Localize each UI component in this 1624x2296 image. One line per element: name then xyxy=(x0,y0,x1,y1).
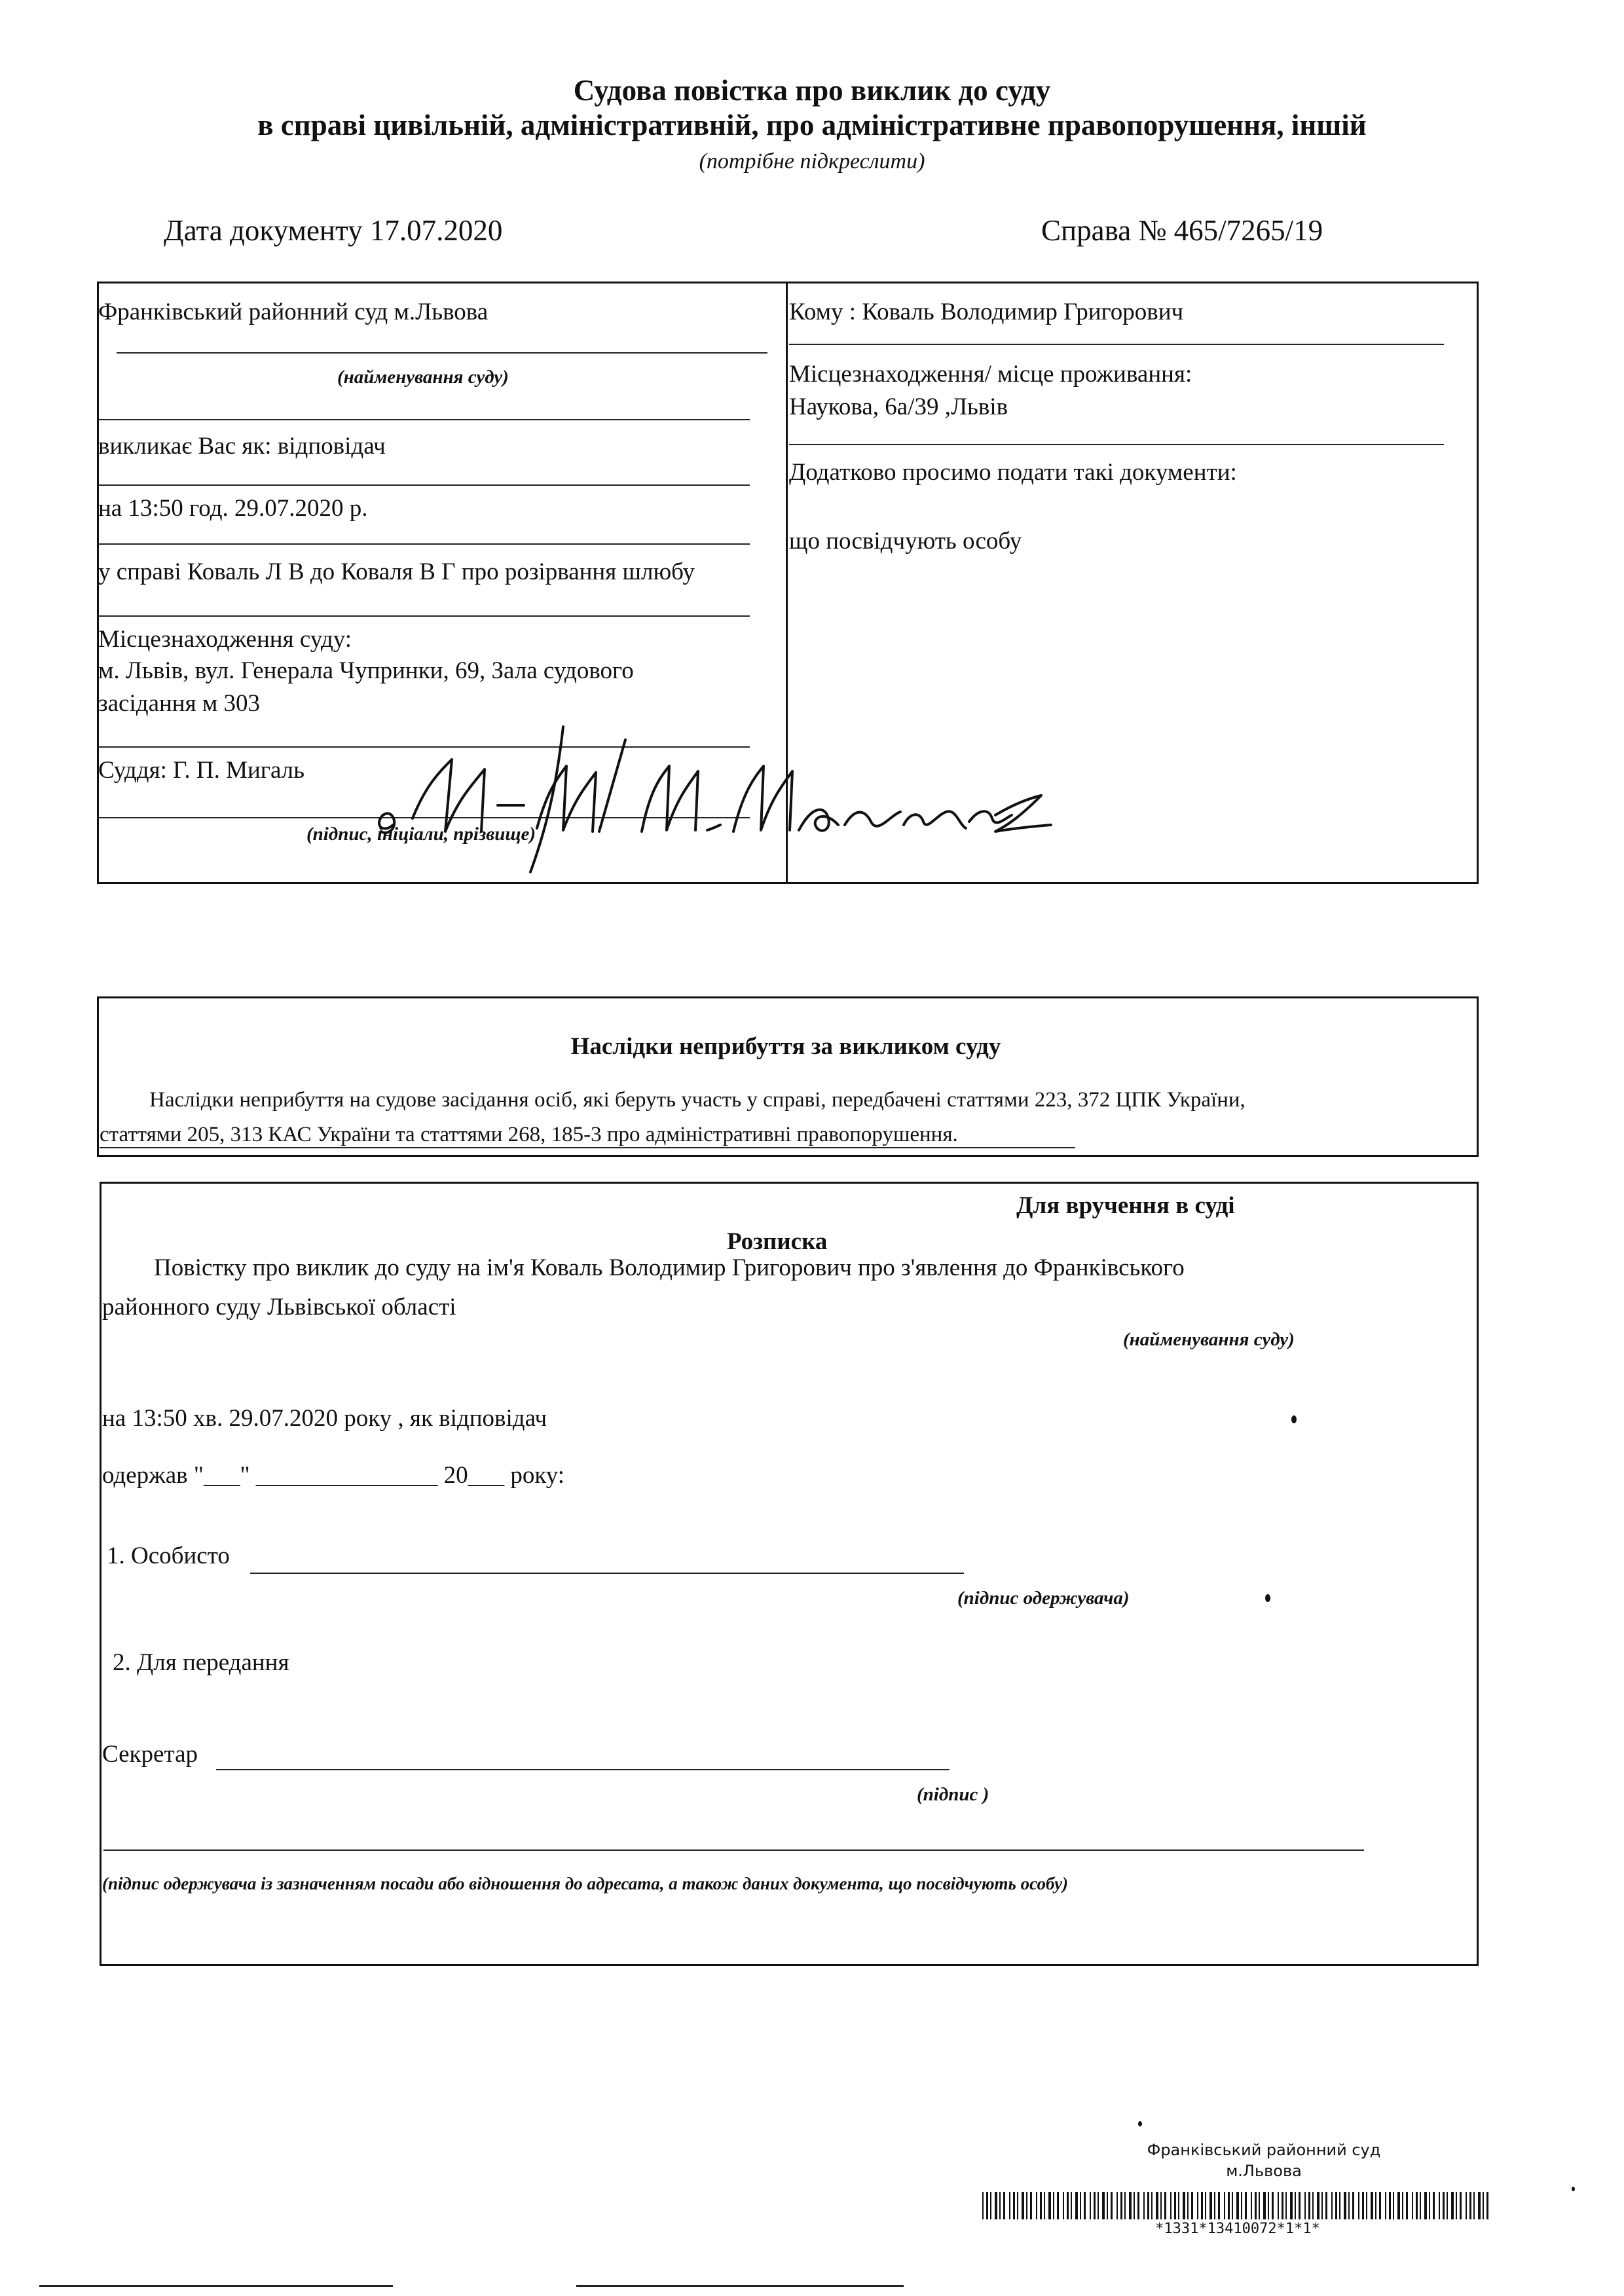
barcode-bar xyxy=(1469,2192,1471,2219)
barcode-bar xyxy=(1218,2192,1220,2219)
barcode-bar xyxy=(1295,2192,1296,2219)
barcode-bar xyxy=(1339,2192,1340,2219)
barcode-bar xyxy=(1164,2192,1166,2219)
barcode-bar xyxy=(1098,2192,1099,2219)
consequences-text-line1: Наслідки неприбуття на судове засідання осіб, які беруть участь у справі, передбачені статтями 223, 372 ЦПК України, xyxy=(149,1088,1246,1112)
barcode-bar xyxy=(1321,2192,1323,2219)
barcode-bar xyxy=(1352,2192,1354,2219)
barcode-bar xyxy=(1124,2192,1126,2219)
summoned-as: викликає Вас як: відповідач xyxy=(98,433,386,460)
barcode-bar xyxy=(1325,2192,1327,2219)
barcode-bar xyxy=(1241,2192,1242,2219)
separator xyxy=(789,444,1444,445)
separator xyxy=(98,615,750,617)
court-name-caption: (найменування суду) xyxy=(337,367,509,388)
barcode-bar xyxy=(1282,2192,1283,2219)
barcode-bar xyxy=(1111,2192,1113,2219)
barcode-bar xyxy=(1416,2192,1418,2219)
barcode-bar xyxy=(1451,2192,1454,2219)
scan-mark xyxy=(1291,1415,1297,1423)
receipt-hearing-time: на 13:50 хв. 29.07.2020 року , як відповідач xyxy=(102,1405,547,1432)
barcode-bar xyxy=(1232,2192,1233,2219)
barcode-number: *1331*13410072*1*1* xyxy=(1155,2221,1320,2237)
transfer-label: 2. Для передання xyxy=(113,1649,289,1676)
barcode-bar xyxy=(1187,2192,1189,2219)
for-court-label: Для вручення в суді xyxy=(1016,1192,1235,1219)
barcode-bar xyxy=(982,2192,984,2219)
barcode-bar xyxy=(1331,2192,1333,2219)
separator xyxy=(98,543,750,545)
barcode-bar xyxy=(1147,2192,1149,2219)
barcode-bar xyxy=(1420,2192,1421,2219)
barcode-bar xyxy=(1048,2192,1051,2219)
barcode-bar xyxy=(1366,2192,1367,2219)
barcode-bar xyxy=(1317,2192,1320,2219)
court-location-label: Місцезнаходження суду: xyxy=(98,626,352,653)
barcode-bar xyxy=(1003,2192,1005,2219)
barcode-bar xyxy=(1160,2192,1162,2219)
secretary-signature-line xyxy=(216,1769,950,1770)
extra-documents-value: що посвідчують особу xyxy=(789,528,1022,555)
footer-court-city: м.Львова xyxy=(1226,2162,1302,2180)
recipient-signature-line xyxy=(103,1850,1364,1851)
separator xyxy=(789,344,1444,345)
barcode-bar xyxy=(1013,2192,1015,2219)
barcode-bar xyxy=(1228,2192,1230,2219)
personal-signature-line xyxy=(250,1573,964,1574)
scan-mark xyxy=(1265,1594,1270,1602)
barcode-bar xyxy=(1439,2192,1440,2219)
barcode-bar xyxy=(1197,2192,1198,2219)
barcode-bar xyxy=(1308,2192,1310,2219)
barcode-bar xyxy=(995,2192,997,2219)
scan-mark xyxy=(1138,2121,1142,2126)
barcode-bar xyxy=(1385,2192,1386,2219)
barcode-bar xyxy=(1063,2192,1064,2219)
barcode-bar xyxy=(1134,2192,1135,2219)
barcode-bar xyxy=(1393,2192,1394,2219)
barcode-bar xyxy=(1156,2192,1158,2219)
barcode-bar xyxy=(1379,2192,1381,2219)
barcode-bar xyxy=(1116,2192,1118,2219)
handwritten-signature xyxy=(367,701,1054,877)
barcode-bar xyxy=(1299,2192,1301,2219)
judge-caption: (підпис, ініціали, прізвище) xyxy=(306,824,536,845)
barcode-bar xyxy=(1191,2192,1193,2219)
separator xyxy=(98,419,750,420)
judge-name: Суддя: Г. П. Мигаль xyxy=(98,757,305,784)
barcode-bar xyxy=(1080,2192,1081,2219)
barcode-bar xyxy=(1362,2192,1364,2219)
barcode-bar xyxy=(1057,2192,1059,2219)
underline-note: (потрібне підкреслити) xyxy=(699,149,925,173)
barcode-bar xyxy=(1285,2192,1287,2219)
received-date-line: одержав "___" _______________ 20___ року: xyxy=(102,1462,565,1489)
barcode-bar xyxy=(1075,2192,1078,2219)
barcode-bar xyxy=(986,2192,988,2219)
barcode-bar xyxy=(1447,2192,1448,2219)
barcode-bar xyxy=(1209,2192,1212,2219)
barcode-bar xyxy=(1268,2192,1269,2219)
document-date: Дата документу 17.07.2020 xyxy=(164,214,503,247)
receipt-title: Розписка xyxy=(727,1228,828,1255)
court-location-room: засідання м 303 xyxy=(98,690,261,717)
barcode-bar xyxy=(999,2192,1001,2219)
scan-edge xyxy=(39,2285,393,2287)
personal-signature-caption: (підпис одержувача) xyxy=(957,1588,1130,1609)
barcode-bar xyxy=(1151,2192,1153,2219)
barcode-bar xyxy=(1044,2192,1045,2219)
case-description: у справі Коваль Л В до Коваля В Г про розірвання шлюбу xyxy=(98,558,695,585)
scan-mark xyxy=(1572,2187,1575,2191)
barcode-bar xyxy=(1183,2192,1185,2219)
footer-court-name: Франківський районний суд xyxy=(1147,2141,1381,2159)
receipt-court-caption: (найменування суду) xyxy=(1123,1329,1295,1350)
barcode-bar xyxy=(990,2192,991,2219)
barcode-bar xyxy=(1483,2192,1484,2219)
residence-label: Місцезнаходження/ місце проживання: xyxy=(789,361,1192,388)
secretary-signature-caption: (підпис ) xyxy=(917,1784,989,1805)
barcode-bar xyxy=(1017,2192,1018,2219)
barcode-bar xyxy=(1304,2192,1306,2219)
court-name-underline xyxy=(117,352,767,354)
barcode-bar xyxy=(1473,2192,1475,2219)
barcode-bar xyxy=(1272,2192,1274,2219)
barcode-bar xyxy=(1090,2192,1091,2219)
barcode-bar xyxy=(1009,2192,1010,2219)
barcode-bar xyxy=(1344,2192,1346,2219)
barcode-bar xyxy=(1178,2192,1179,2219)
barcode-bar xyxy=(1478,2192,1481,2219)
barcode-bar xyxy=(1402,2192,1403,2219)
barcode-bar xyxy=(1107,2192,1108,2219)
barcode-bar xyxy=(1371,2192,1373,2219)
barcode-bar xyxy=(1348,2192,1350,2219)
barcode-bar xyxy=(1174,2192,1176,2219)
barcode-bar xyxy=(1129,2192,1132,2219)
consequences-underline xyxy=(100,1147,1075,1148)
barcode-bar xyxy=(1397,2192,1400,2219)
scan-edge xyxy=(576,2285,904,2287)
barcode-bar xyxy=(1251,2192,1252,2219)
barcode-bar xyxy=(1312,2192,1314,2219)
barcode-bar xyxy=(1071,2192,1072,2219)
barcode-bar xyxy=(1205,2192,1206,2219)
barcode-bar xyxy=(1460,2192,1462,2219)
barcode-bar xyxy=(1120,2192,1122,2219)
barcode-bar xyxy=(1375,2192,1376,2219)
barcode-bar xyxy=(1053,2192,1054,2219)
barcode-bar xyxy=(1214,2192,1215,2219)
receipt-text-line2: районного суду Львівської області xyxy=(102,1294,456,1321)
secretary-label: Секретар xyxy=(102,1741,198,1768)
barcode-bar xyxy=(1224,2192,1225,2219)
barcode-bar xyxy=(1026,2192,1027,2219)
barcode-bar xyxy=(1486,2192,1488,2219)
barcode-bar xyxy=(1263,2192,1266,2219)
barcode-bar xyxy=(1067,2192,1069,2219)
barcode-bar xyxy=(1358,2192,1359,2219)
document-subtitle: в справі цивільній, адміністративній, про адміністративне правопорушення, іншій xyxy=(257,109,1367,141)
barcode-bar xyxy=(1036,2192,1037,2219)
document-barcode xyxy=(982,2192,1493,2219)
extra-documents-label: Додатково просимо подати такі документи: xyxy=(789,459,1237,486)
barcode-bar xyxy=(1084,2192,1086,2219)
consequences-title: Наслідки неприбуття за викликом суду xyxy=(570,1033,1001,1060)
barcode-bar xyxy=(1443,2192,1445,2219)
barcode-bar xyxy=(1170,2192,1172,2219)
barcode-bar xyxy=(1406,2192,1408,2219)
recipient-name: Кому : Коваль Володимир Григорович xyxy=(789,299,1184,325)
barcode-bar xyxy=(1255,2192,1257,2219)
barcode-bar xyxy=(1022,2192,1024,2219)
separator xyxy=(98,484,750,486)
barcode-bar xyxy=(1412,2192,1413,2219)
barcode-bar xyxy=(1102,2192,1105,2219)
barcode-bar xyxy=(1245,2192,1247,2219)
recipient-signature-caption: (підпис одержувача із зазначенням посади або відношення до адресата, а також даних документа, що посвідчують особу) xyxy=(102,1874,1069,1893)
barcode-bar xyxy=(1236,2192,1239,2219)
barcode-bar xyxy=(1433,2192,1435,2219)
barcode-bar xyxy=(1278,2192,1279,2219)
consequences-text-line2: статтями 205, 313 КАС України та статтями 268, 185-3 про адміністративні правопорушення. xyxy=(100,1123,958,1146)
barcode-bar xyxy=(1424,2192,1427,2219)
receipt-text-line1: Повістку про виклик до суду на ім'я Коваль Володимир Григорович про з'явлення до Франківського xyxy=(154,1254,1185,1281)
barcode-bar xyxy=(1429,2192,1430,2219)
barcode-bar xyxy=(1137,2192,1139,2219)
barcode-bar xyxy=(1466,2192,1467,2219)
barcode-bar xyxy=(1456,2192,1457,2219)
barcode-bar xyxy=(1094,2192,1096,2219)
court-name: Франківський районний суд м.Львова xyxy=(98,299,489,325)
case-number: Справа № 465/7265/19 xyxy=(1041,214,1323,247)
barcode-bar xyxy=(1143,2192,1145,2219)
barcode-bar xyxy=(1389,2192,1391,2219)
document-title: Судова повістка про виклик до суду xyxy=(573,74,1051,107)
barcode-bar xyxy=(1201,2192,1203,2219)
barcode-bar xyxy=(1290,2192,1293,2219)
court-location-address: м. Львів, вул. Генерала Чупринки, 69, Зала судового xyxy=(98,657,634,684)
barcode-bar xyxy=(1030,2192,1032,2219)
personal-delivery-label: 1. Особисто xyxy=(107,1542,230,1569)
residence-address: Наукова, 6а/39 ,Львів xyxy=(789,393,1008,420)
barcode-bar xyxy=(1335,2192,1337,2219)
hearing-time: на 13:50 год. 29.07.2020 р. xyxy=(98,495,368,522)
barcode-bar xyxy=(1040,2192,1042,2219)
barcode-bar xyxy=(1259,2192,1260,2219)
